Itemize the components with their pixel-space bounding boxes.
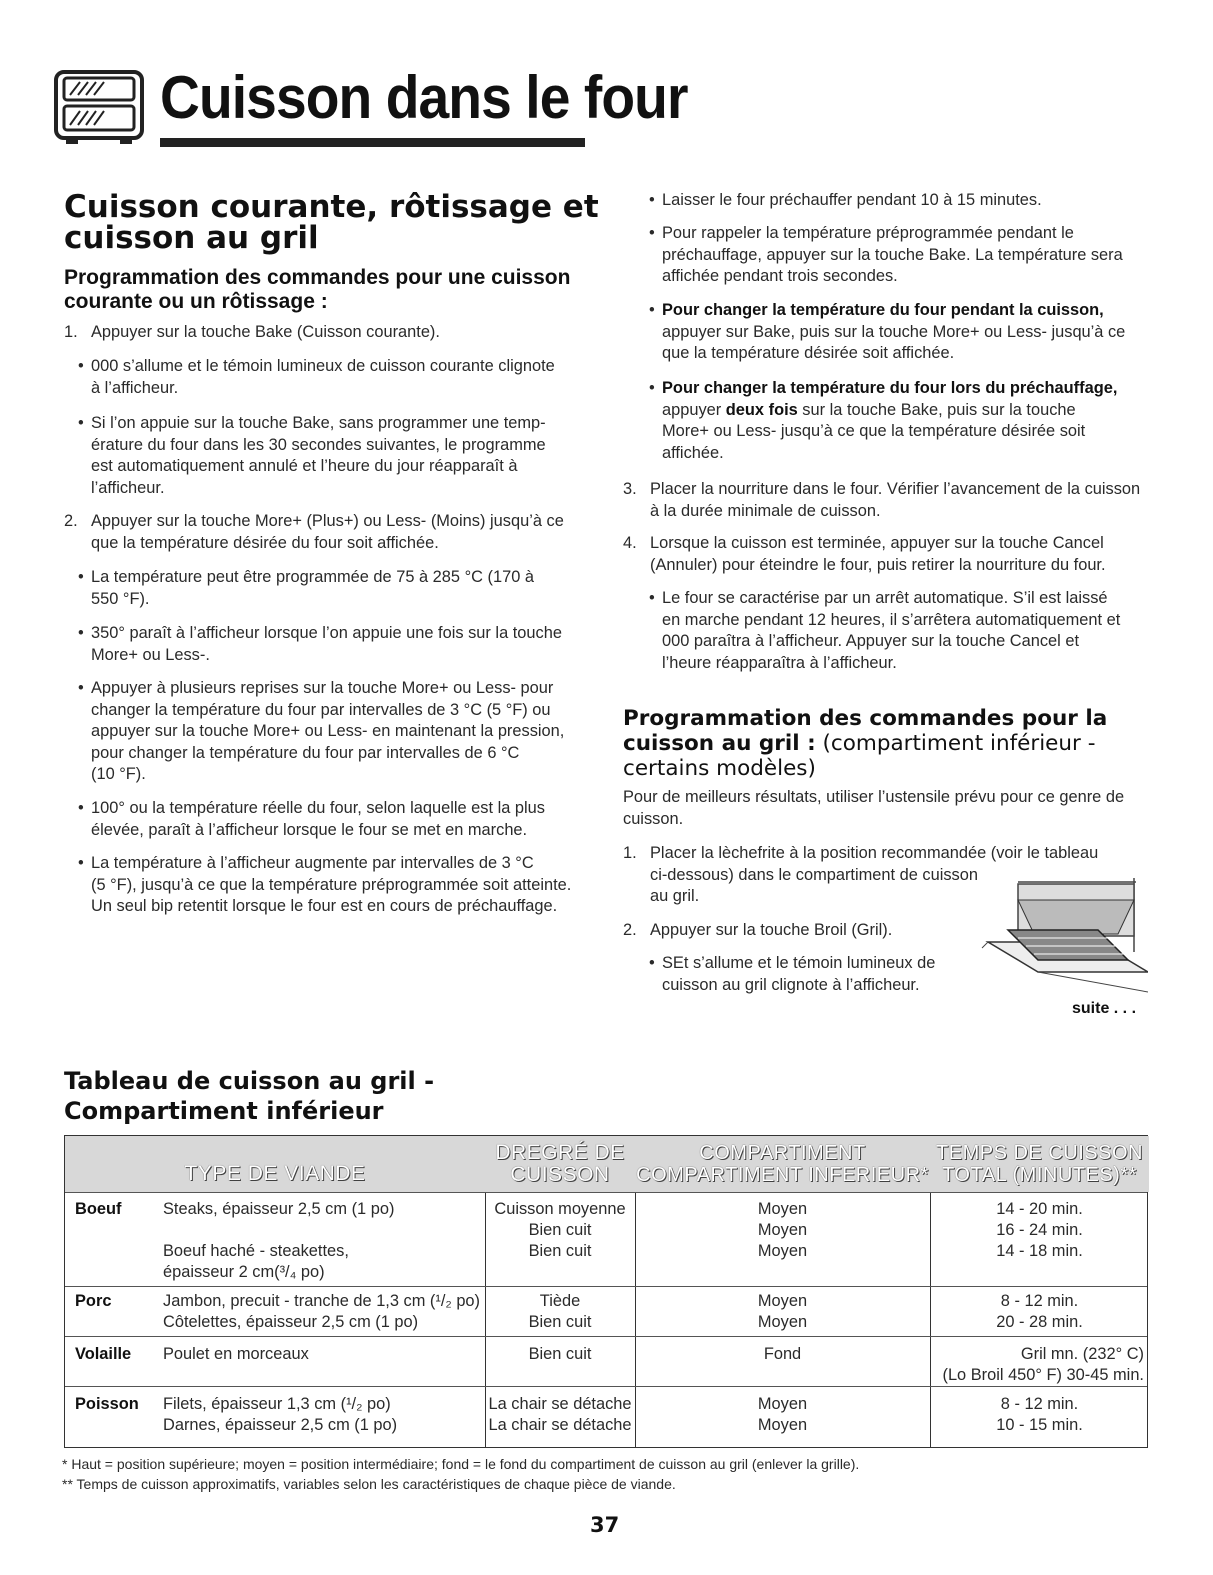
step-number: 1. <box>623 844 637 862</box>
text-line: est automatiquement annulé et l’heure du jour réapparaît à <box>91 457 518 475</box>
text-line: érature du four dans les 30 secondes suivantes, le programme <box>91 435 546 454</box>
text-line: Placer la nourriture dans le four. Vérifier l’avancement de la cuisson <box>650 480 1141 498</box>
subtitle-line2: courante ou un rôtissage : <box>64 290 328 313</box>
text-line: changer la température du four par intervalles de 3 °C (5 °F) ou <box>91 700 551 719</box>
row-time: 8 - 12 min. 10 - 15 min. <box>996 1395 1083 1434</box>
broil-section-title <box>623 706 1107 781</box>
text-line: • 350° paraît à l’afficheur lorsque l’on appuie une fois sur la touche <box>91 624 562 642</box>
row-category: Porc <box>75 1292 112 1310</box>
row-divider <box>65 1386 1147 1387</box>
text-line: affichée pendant trois secondes. <box>662 267 898 285</box>
section-title-line1: Cuisson courante, rôtissage et <box>64 189 599 225</box>
row-position: Moyen Moyen <box>757 1395 808 1434</box>
step-4 <box>623 533 1106 576</box>
row-position: Moyen Moyen Moyen <box>757 1200 808 1260</box>
text-line: (10 °F). <box>91 765 146 783</box>
table-title-line2: Compartiment inférieur <box>64 1097 384 1125</box>
broiler-drawer-icon <box>978 872 1148 998</box>
row-time: 14 - 20 min. 16 - 24 min. 14 - 18 min. <box>996 1200 1083 1260</box>
text-line: à l’afficheur. <box>91 378 179 397</box>
row-category: Boeuf <box>75 1200 122 1218</box>
text-line: Lorsque la cuisson est terminée, appuyer sur la touche Cancel <box>650 534 1104 552</box>
bullet-item <box>662 378 1117 464</box>
text-line: l’afficheur. <box>91 478 165 497</box>
header-meat-type <box>65 1136 486 1192</box>
page-number: 37 <box>590 1513 620 1537</box>
title-line: Programmation des commandes pour la <box>623 706 1108 731</box>
step-number: 2. <box>64 512 78 530</box>
row-category: Volaille <box>75 1345 132 1363</box>
row-time: 8 - 12 min. 20 - 28 min. <box>996 1292 1083 1331</box>
bold-text: Pour changer la température du four pendant la cuisson, <box>662 301 1104 319</box>
header-doneness: DREGRÉ DE CUISSON <box>485 1136 636 1192</box>
row-position: Fond <box>763 1345 802 1363</box>
broil-intro <box>623 787 1124 830</box>
text-line: (5 °F), jusqu’à ce que la température préprogrammée soit atteinte. <box>91 875 572 894</box>
text-line: • Si l’on appuie sur la touche Bake, sans programmer une temp- <box>91 414 546 432</box>
text-line: Un seul bip retentit lorsque le four est en cours de préchauffage. <box>91 897 558 915</box>
step-number: 2. <box>623 921 637 939</box>
text-line: • Appuyer à plusieurs reprises sur la touche More+ ou Less- pour <box>91 679 554 697</box>
text-line: préchauffage, appuyer sur la touche Bake. La température sera <box>662 245 1123 264</box>
text-line: élevée, paraît à l’afficheur lorsque le four se met en marche. <box>91 820 528 839</box>
text-line: More+ ou Less-. <box>91 645 210 664</box>
bullet-item <box>91 356 555 399</box>
step-2 <box>64 511 564 554</box>
text-line: • La température à l’afficheur augmente par intervalles de 3 °C <box>91 854 534 872</box>
title-light: (compartiment inférieur - <box>815 731 1096 756</box>
continued-label: suite . . . <box>1072 1000 1137 1017</box>
header-total-time: TEMPS DE CUISSON TOTAL (MINUTES)** <box>930 1136 1149 1192</box>
row-time: Gril mn. (232° C) (Lo Broil 450° F) 30-45 min. <box>942 1345 1144 1384</box>
section-title-line2: cuisson au gril <box>64 220 319 256</box>
text-line: • SEt s’allume et le témoin lumineux de <box>662 954 936 972</box>
oven-icon <box>52 68 148 146</box>
footnote-1: * Haut = position supérieure; moyen = position intermédiaire; fond = le fond du compartiment de cuisson au gril (enlever la grille). <box>62 1456 860 1472</box>
text-line: • La température peut être programmée de 75 à 285 °C (170 à <box>91 568 534 586</box>
row-divider <box>65 1192 1147 1193</box>
text-line: cuisson. <box>623 809 684 828</box>
title-line: certains modèles) <box>623 756 816 781</box>
text-line: • Le four se caractérise par un arrêt automatique. S’il est laissé <box>662 589 1108 607</box>
row-doneness: Bien cuit <box>528 1345 592 1363</box>
bullet-item <box>91 567 534 610</box>
bullet-item <box>662 223 1123 288</box>
broil-table <box>64 1135 1148 1448</box>
row-category: Poisson <box>75 1395 139 1413</box>
text-line: que la température désirée soit affichée. <box>662 344 955 362</box>
header-text: TYPE DE VIANDE <box>184 1162 366 1185</box>
page-title: Cuisson dans le four <box>160 64 688 131</box>
row-items: Jambon, precuit - tranche de 1,3 cm (¹/₂ po) Côtelettes, épaisseur 2,5 cm (1 po) <box>163 1292 481 1331</box>
text-line: ci-dessous) dans le compartiment de cuisson <box>650 865 978 884</box>
bullet-item <box>91 678 564 786</box>
broil-step-2 <box>623 920 893 942</box>
text-span: appuyer <box>662 400 726 419</box>
bullet-item <box>662 588 1120 674</box>
text-line: Pour de meilleurs résultats, utiliser l’ustensile prévu pour ce genre de <box>623 788 1125 806</box>
step-3 <box>623 479 1141 522</box>
text-line: pour changer la température du four par intervalles de 6 °C <box>91 743 520 762</box>
row-items: Filets, épaisseur 1,3 cm (¹/₂ po) Darnes, épaisseur 2,5 cm (1 po) <box>163 1395 398 1434</box>
row-divider <box>65 1336 1147 1337</box>
table-title-line1: Tableau de cuisson au gril - <box>64 1067 435 1095</box>
text-line: • 000 s’allume et le témoin lumineux de cuisson courante clignote <box>91 357 555 375</box>
step-text: Appuyer sur la touche Broil (Gril). <box>650 921 893 939</box>
bullet-item <box>662 953 935 996</box>
text-line: (Annuler) pour éteindre le four, puis retirer la nourriture du four. <box>650 555 1106 574</box>
text-line: Appuyer sur la touche More+ (Plus+) ou Less- (Moins) jusqu’à ce <box>91 512 564 530</box>
bold-text: Pour changer la température du four lors du préchauffage, <box>662 379 1118 397</box>
subtitle-line1: Programmation des commandes pour une cuisson <box>64 266 571 289</box>
text-line: cuisson au gril clignote à l’afficheur. <box>662 975 920 994</box>
row-doneness: La chair se détache La chair se détache <box>488 1395 632 1434</box>
text-line: que la température désirée du four soit affichée. <box>91 533 439 552</box>
row-position: Moyen Moyen <box>757 1292 808 1331</box>
footnote-2: ** Temps de cuisson approximatifs, variables selon les caractéristiques de chaque pièce de viande. <box>62 1476 676 1492</box>
step-number: 3. <box>623 480 637 498</box>
text-span: sur la touche Bake, puis sur la touche <box>797 400 1076 419</box>
text-line: • 100° ou la température réelle du four, selon laquelle est la plus <box>91 799 545 817</box>
text-line: appuyer sur la touche More+ ou Less- en maintenant la pression, <box>91 722 565 740</box>
text-line: l’heure réapparaîtra à l’afficheur. <box>662 653 897 672</box>
header-position: COMPARTIMENT COMPARTIMENT INFERIEUR* <box>635 1136 931 1192</box>
step-number: 1. <box>64 323 78 341</box>
row-doneness: Cuisson moyenne Bien cuit Bien cuit <box>494 1200 626 1260</box>
bullet-item <box>91 623 562 666</box>
row-items: Poulet en morceaux <box>163 1345 309 1363</box>
text-line: Placer la lèchefrite à la position recommandée (voir le tableau <box>650 844 1099 862</box>
text-line: More+ ou Less- jusqu’à ce que la température désirée soit <box>662 422 1086 440</box>
text-line: 550 °F). <box>91 589 150 608</box>
row-doneness: Tiède Bien cuit <box>528 1292 592 1331</box>
bullet-item <box>662 300 1125 365</box>
title-underline <box>160 138 585 147</box>
text-line: affichée. <box>662 443 724 462</box>
bullet-item <box>91 413 546 499</box>
text-line: en marche pendant 12 heures, il s’arrêtera automatiquement et <box>662 610 1121 629</box>
step-number: 4. <box>623 534 637 552</box>
row-items: Steaks, épaisseur 2,5 cm (1 po) Boeuf haché - steakettes, épaisseur 2 cm(³/₄ po) <box>163 1200 395 1281</box>
bullet-item <box>91 798 545 841</box>
bullet-item <box>662 190 1042 212</box>
text-line: 000 paraîtra à l’afficheur. Appuyer sur la touche Cancel et <box>662 632 1080 650</box>
title-bold: cuisson au gril : <box>623 731 816 756</box>
text-line: à la durée minimale de cuisson. <box>650 501 881 520</box>
step-1 <box>64 322 440 344</box>
row-divider <box>65 1286 1147 1287</box>
text-line: • Laisser le four préchauffer pendant 10 à 15 minutes. <box>662 191 1042 209</box>
text-line: appuyer sur Bake, puis sur la touche More+ ou Less- jusqu’à ce <box>662 322 1126 341</box>
bullet-item <box>91 853 571 918</box>
text-line: • Pour rappeler la température préprogrammée pendant le <box>662 224 1074 242</box>
bold-text: deux fois <box>725 400 798 419</box>
step-text: Appuyer sur la touche Bake (Cuisson courante). <box>91 323 440 341</box>
text-line: au gril. <box>650 887 700 905</box>
